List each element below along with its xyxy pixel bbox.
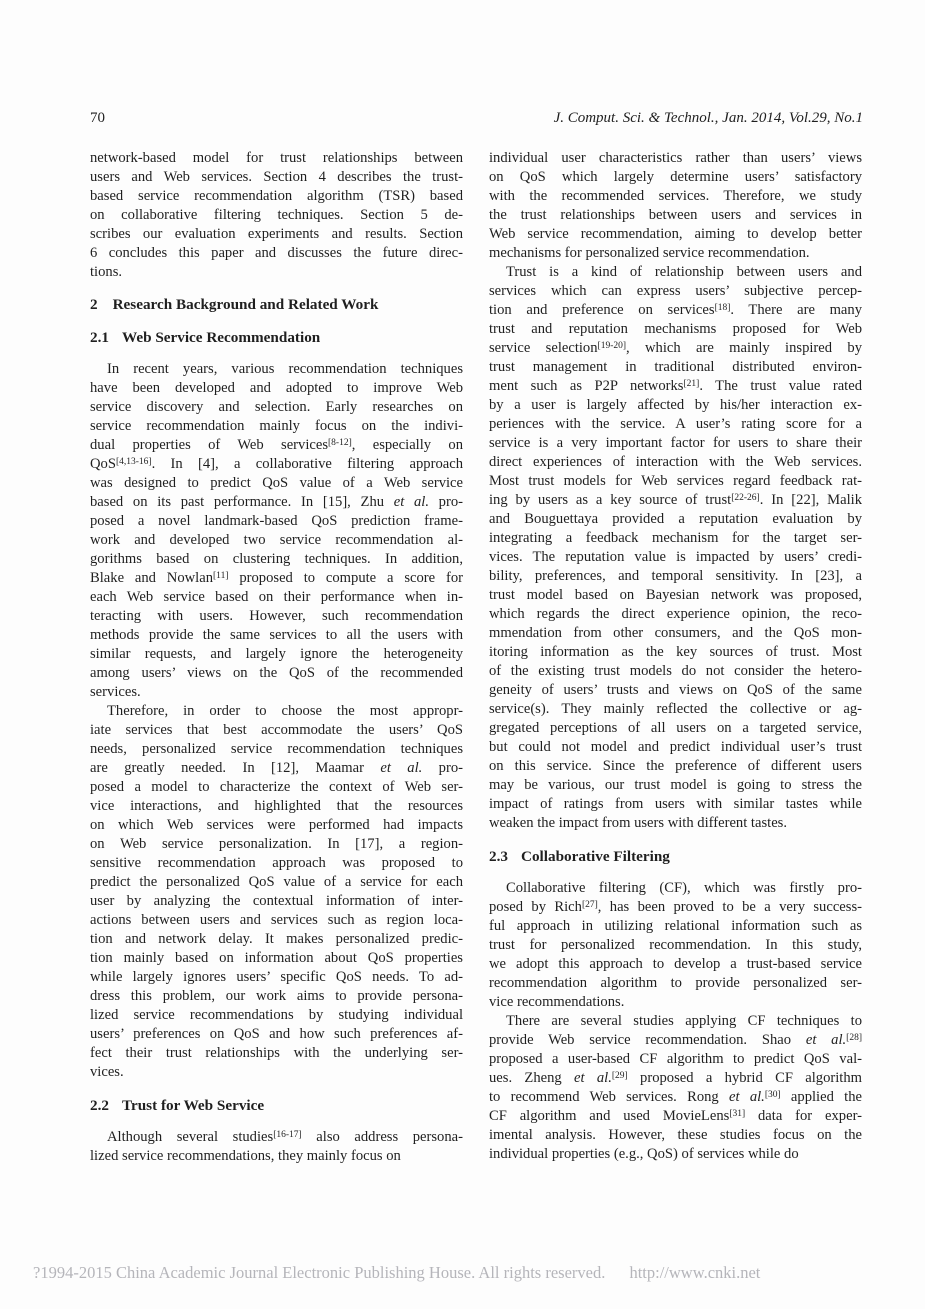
subsection-heading xyxy=(90,328,463,347)
text-line: There are several studies applying CF techniques to xyxy=(506,1013,862,1029)
text-line: individual user characteristics rather than users’ views xyxy=(489,150,862,166)
text-line: Most trust models for Web services regard feedback rat- xyxy=(489,473,862,489)
text-line: network-based model for trust relationships between xyxy=(90,150,463,166)
text-line: vice interactions, and highlighted that the resources xyxy=(90,798,463,814)
heading-number: 2.2 xyxy=(90,1097,109,1114)
text-line: the trust relationships between users and services in xyxy=(489,207,862,223)
text-line: ues. Zheng et al.[29] proposed a hybrid CF algorithm xyxy=(489,1070,862,1086)
text-line: on this service. Since the preference of different users xyxy=(489,758,862,774)
text-line: Collaborative filtering (CF), which was firstly pro- xyxy=(506,880,862,896)
citation-reference: [29] xyxy=(611,1070,628,1081)
text-line: individual properties (e.g., QoS) of services while do xyxy=(489,1146,799,1162)
copyright-text: ?1994-2015 China Academic Journal Electronic Publishing House. All rights reserved. xyxy=(33,1263,606,1282)
paragraph xyxy=(489,1012,862,1164)
text-line: trust for personalized recommendation. In this study, xyxy=(489,937,862,953)
text-line: vice recommendations. xyxy=(489,994,625,1010)
journal-reference: J. Comput. Sci. & Technol., Jan. 2014, Vol.29, No.1 xyxy=(553,110,863,126)
text-line: recommendation algorithm to provide personalized ser- xyxy=(489,975,862,991)
text-line: user by analyzing the contextual information of inter- xyxy=(90,893,463,909)
text-line: CF algorithm and used MovieLens[31] data for exper- xyxy=(489,1108,862,1124)
citation-reference: [21] xyxy=(683,378,700,389)
text-line: similar requests, and largely ignore the heterogeneity xyxy=(90,646,463,662)
citation-reference: [18] xyxy=(714,302,731,313)
text-line: on QoS which largely determine users’ satisfactory xyxy=(489,169,862,185)
page-number: 70 xyxy=(90,110,105,126)
text-line: service selection[19-20], which are mainly inspired by xyxy=(489,340,862,356)
text-line: vices. xyxy=(90,1064,124,1080)
text-line: but could not model and predict individual user’s trust xyxy=(489,739,862,755)
text-line: Blake and Nowlan[11] proposed to compute a score for xyxy=(90,570,463,586)
text-line: 6 concludes this paper and discusses the future direc- xyxy=(90,245,463,261)
text-line: to recommend Web services. Rong et al.[30] applied the xyxy=(489,1089,862,1105)
text-line: may be various, our trust model is going to stress the xyxy=(489,777,862,793)
paragraph xyxy=(489,149,862,263)
text-line: gregated perceptions of all users on a targeted service, xyxy=(489,720,862,736)
section-heading xyxy=(90,295,463,314)
citation-reference: [22-26] xyxy=(731,492,760,503)
text-line: needs, personalized service recommendation techniques xyxy=(90,741,463,757)
text-line: based service recommendation algorithm (TSR) based xyxy=(90,188,463,204)
text-line: dress this problem, our work aims to provide persona- xyxy=(90,988,463,1004)
text-line: among users’ views on the QoS of the recommended xyxy=(90,665,463,681)
subsection-heading xyxy=(489,847,862,866)
text-line: bility, preferences, and temporal sensitivity. In [23], a xyxy=(489,568,862,584)
text-line: have been developed and adopted to improve Web xyxy=(90,380,463,396)
citation-reference: [28] xyxy=(846,1032,862,1043)
text-line: provide Web service recommendation. Shao et al.[28] xyxy=(489,1032,862,1048)
text-line: iate services that best accommodate the users’ QoS xyxy=(90,722,463,738)
heading-title: Trust for Web Service xyxy=(121,1097,265,1114)
right-column xyxy=(489,149,862,1166)
article-body xyxy=(90,149,862,1166)
text-line: imental analysis. However, these studies focus on the xyxy=(489,1127,862,1143)
text-line: tion and preference on services[18]. There are many xyxy=(489,302,862,318)
text-line: service discovery and selection. Early researches on xyxy=(90,399,463,415)
text-line: sensitive recommendation approach was proposed to xyxy=(90,855,463,871)
text-line: on collaborative filtering techniques. Section 5 de- xyxy=(90,207,463,223)
text-line: lized service recommendations by studying individual xyxy=(90,1007,463,1023)
text-line: vices. The reputation value is impacted by users’ credi- xyxy=(489,549,862,565)
text-line: actions between users and services such as region loca- xyxy=(90,912,463,928)
text-line: users and Web services. Section 4 describes the trust- xyxy=(90,169,463,185)
text-line: posed by Rich[27], has been proved to be a very success- xyxy=(489,899,862,915)
text-line: work and developed two service recommendation al- xyxy=(90,532,463,548)
heading-title: Web Service Recommendation xyxy=(121,329,321,346)
text-line: periences with the service. A user’s rating score for a xyxy=(489,416,862,432)
paragraph xyxy=(90,149,463,282)
italic-text: et al. xyxy=(393,494,429,510)
paragraph xyxy=(489,263,862,833)
text-line: itoring information as the key sources of trust. Most xyxy=(489,644,862,660)
text-line: on which Web services were performed had impacts xyxy=(90,817,463,833)
heading-number: 2 xyxy=(90,296,98,313)
text-line: teracting with users. However, such recommendation xyxy=(90,608,463,624)
citation-reference: [27] xyxy=(581,899,598,910)
text-line: proposed a user-based CF algorithm to predict QoS val- xyxy=(489,1051,862,1067)
heading-title: Research Background and Related Work xyxy=(112,296,379,313)
text-line: service(s). They mainly reflected the collective or ag- xyxy=(489,701,862,717)
text-line: users’ preferences on QoS and how such preferences af- xyxy=(90,1026,463,1042)
text-line: tions. xyxy=(90,264,123,280)
left-column xyxy=(90,149,463,1166)
italic-text: et al. xyxy=(574,1070,612,1086)
text-line: trust model based on Bayesian network was proposed, xyxy=(489,587,862,603)
text-line: geneity of users’ trusts and views on QoS of the same xyxy=(489,682,862,698)
paragraph xyxy=(90,360,463,702)
text-line: fect their trust relationships with the underlying ser- xyxy=(90,1045,463,1061)
subsection-heading xyxy=(90,1096,463,1115)
text-line: ful approach in utilizing relational information such as xyxy=(489,918,862,934)
text-line: and Bouguettaya provided a reputation evaluation by xyxy=(489,511,862,527)
text-line: impact of ratings from users with similar tastes while xyxy=(489,796,862,812)
heading-number: 2.1 xyxy=(90,329,109,346)
text-line: Web service recommendation, aiming to develop better xyxy=(489,226,862,242)
text-line: Trust is a kind of relationship between users and xyxy=(506,264,862,280)
footer-url: http://www.cnki.net xyxy=(629,1263,761,1282)
text-line: services. xyxy=(90,684,141,700)
text-line: posed a novel landmark-based QoS prediction frame- xyxy=(90,513,463,529)
text-line: tion and network delay. It makes personalized predic- xyxy=(90,931,463,947)
text-line: service recommendation mainly focus on the indivi- xyxy=(90,418,463,434)
text-line: In recent years, various recommendation techniques xyxy=(107,361,463,377)
text-line: predict the personalized QoS value of a service for each xyxy=(90,874,463,890)
text-line: based on its past performance. In [15], Zhu et al. pro- xyxy=(90,494,463,510)
text-line: ing by users as a key source of trust[22-26]. In [22], Malik xyxy=(489,492,862,508)
text-line: services which can express users’ subjective percep- xyxy=(489,283,862,299)
page-footer xyxy=(33,1263,895,1283)
text-line: Although several studies[16-17] also address persona- xyxy=(107,1129,463,1145)
text-line: mechanisms for personalized service recommendation. xyxy=(489,245,810,261)
citation-reference: [30] xyxy=(764,1089,781,1100)
text-line: posed a model to characterize the context of Web ser- xyxy=(90,779,463,795)
text-line: we adopt this approach to develop a trust-based service xyxy=(489,956,862,972)
text-line: tion mainly based on information about QoS properties xyxy=(90,950,463,966)
citation-reference: [19-20] xyxy=(597,340,627,351)
text-line: QoS[4,13-16]. In [4], a collaborative filtering approach xyxy=(90,456,463,472)
text-line: which regards the direct experience opinion, the reco- xyxy=(489,606,862,622)
text-line: methods provide the same services to all the users with xyxy=(90,627,463,643)
italic-text: et al. xyxy=(380,760,423,776)
text-line: service is a very important factor for users to share their xyxy=(489,435,862,451)
text-line: gorithms based on clustering techniques. In addition, xyxy=(90,551,463,567)
citation-reference: [16-17] xyxy=(273,1129,302,1140)
citation-reference: [4,13-16] xyxy=(115,456,152,467)
text-line: on Web service personalization. In [17], a region- xyxy=(90,836,463,852)
text-line: ment such as P2P networks[21]. The trust value rated xyxy=(489,378,862,394)
text-line: trust and reputation mechanisms proposed for Web xyxy=(489,321,862,337)
text-line: weaken the impact from users with different tastes. xyxy=(489,815,787,831)
text-line: dual properties of Web services[8-12], especially on xyxy=(90,437,463,453)
citation-reference: [11] xyxy=(213,570,229,581)
text-line: are greatly needed. In [12], Maamar et al. pro- xyxy=(90,760,463,776)
italic-text: et al. xyxy=(805,1032,847,1048)
page-header xyxy=(90,110,863,127)
citation-reference: [31] xyxy=(729,1108,746,1119)
text-line: direct experiences of interaction with the Web services. xyxy=(489,454,862,470)
text-line: while largely ignores users’ specific QoS needs. To ad- xyxy=(90,969,463,985)
paragraph xyxy=(489,879,862,1012)
text-line: lized service recommendations, they mainly focus on xyxy=(90,1148,401,1164)
heading-number: 2.3 xyxy=(489,848,508,865)
text-line: each Web service based on their performance when in- xyxy=(90,589,463,605)
italic-text: et al. xyxy=(729,1089,765,1105)
text-line: by a user is largely affected by his/her interaction ex- xyxy=(489,397,862,413)
text-line: scribes our evaluation experiments and results. Section xyxy=(90,226,463,242)
paragraph xyxy=(90,1128,463,1166)
text-line: mmendation from other consumers, and the QoS mon- xyxy=(489,625,862,641)
citation-reference: [8-12] xyxy=(328,437,352,448)
text-line: integrating a feedback mechanism for the target ser- xyxy=(489,530,862,546)
text-line: was designed to predict QoS value of a Web service xyxy=(90,475,463,491)
text-line: with the recommended services. Therefore, we study xyxy=(489,188,862,204)
text-line: of the existing trust models do not consider the hetero- xyxy=(489,663,862,679)
text-line: Therefore, in order to choose the most appropr- xyxy=(107,703,463,719)
heading-title: Collaborative Filtering xyxy=(520,848,670,865)
paragraph xyxy=(90,702,463,1082)
text-line: trust management in traditional distributed environ- xyxy=(489,359,862,375)
